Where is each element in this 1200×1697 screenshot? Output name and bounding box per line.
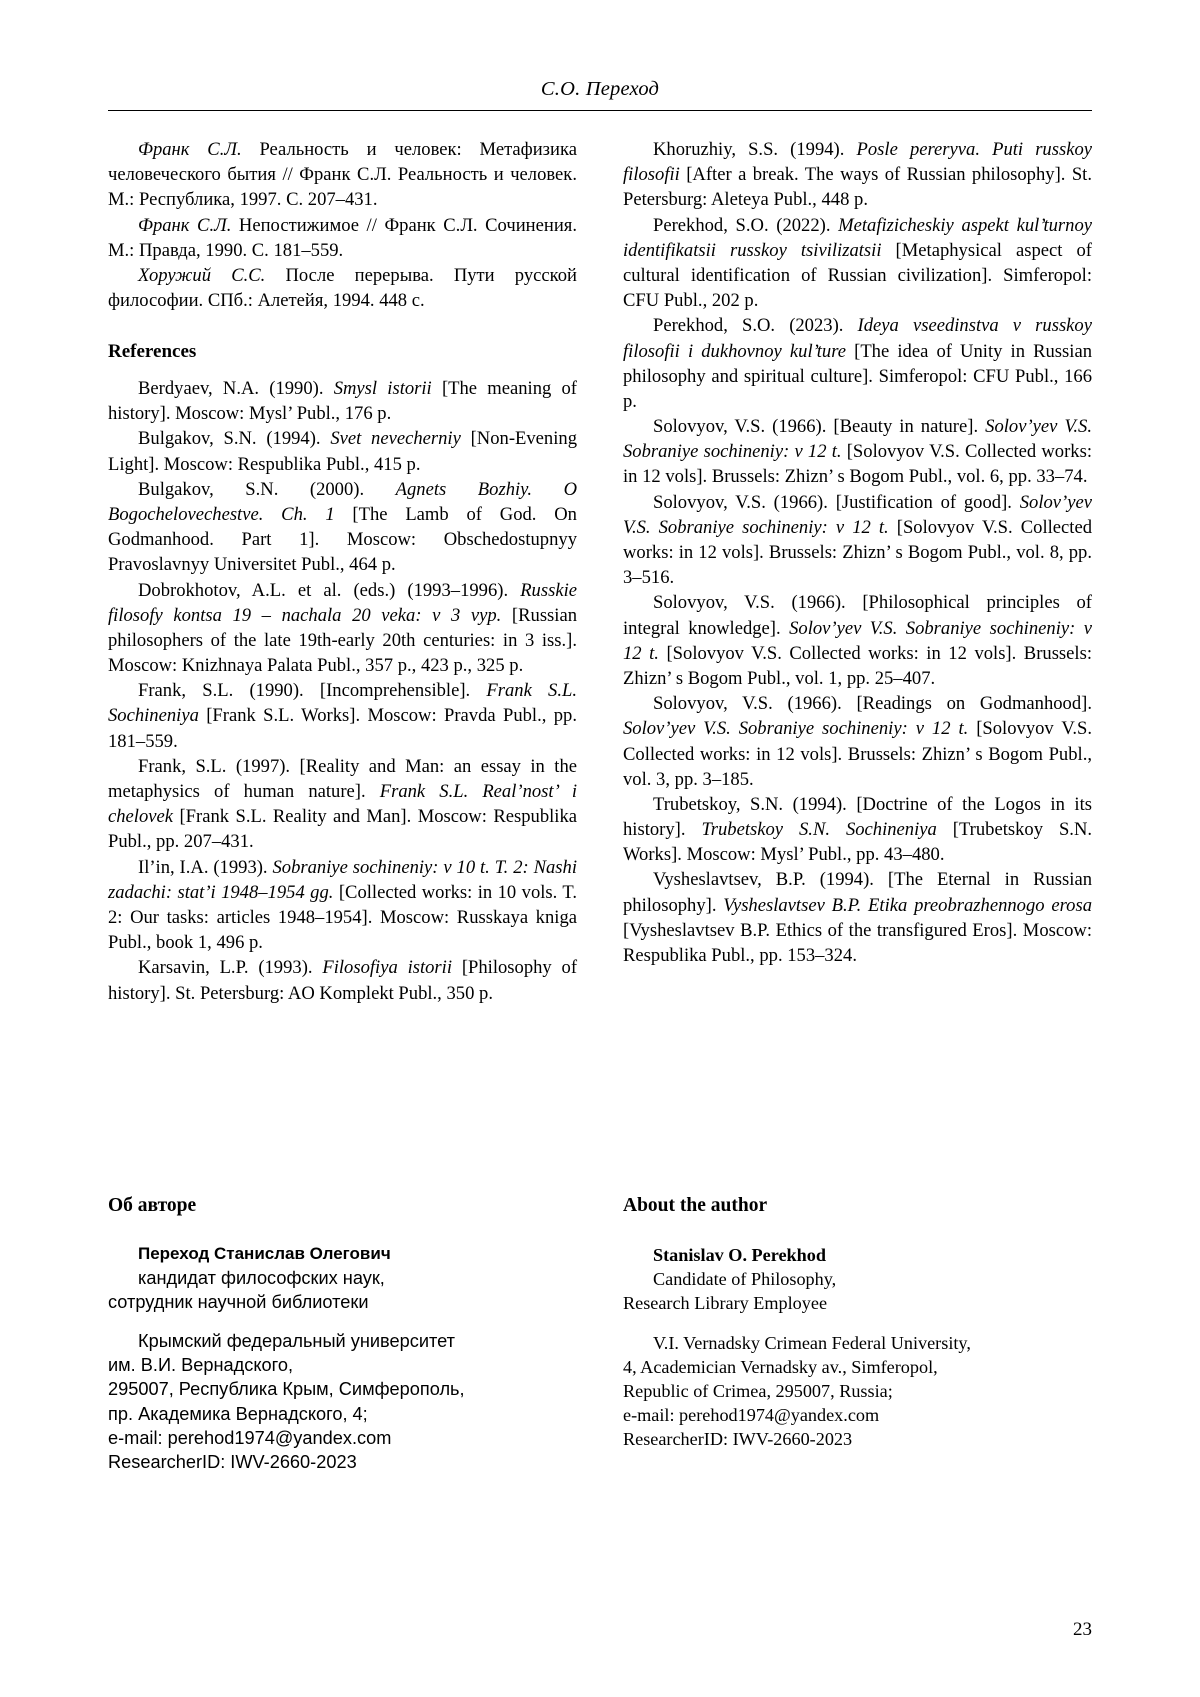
author-affiliation-ru: Крымский федеральный университет им. В.И. Вернадского, 295007, Республика Крым, Симферополь, пр. Академика Вернадского, 4; e-mail: perehod1974@yandex.com ResearcherID: IWV-2660-2023 — [108, 1331, 465, 1473]
header-rule — [108, 110, 1092, 111]
author-information — [108, 1195, 1092, 1474]
bibliography-entry: Франк С.Л. Непостижимое // Франк С.Л. Сочинения. М.: Правда, 1990. С. 181–559. — [108, 214, 577, 261]
author-position-en: Candidate of Philosophy, Research Library Employee — [623, 1269, 837, 1314]
author-name-en: Stanislav O. Perekhod — [653, 1245, 826, 1265]
references-list-right — [623, 137, 1092, 968]
running-head: С.О. Переход — [540, 78, 660, 100]
russian-references-list — [108, 137, 577, 313]
reference-entry: Solovyov, V.S. (1966). [Beauty in nature]. Solov’yev V.S. Sobraniye sochineniy: v 12 t. [Solovyov V.S. Collected works: in 12 vols]. Brussels: Zhizn’ s Bogom Publ., vol. 6, pp. 33–74. — [623, 416, 1092, 488]
page-number: 23 — [1073, 1619, 1092, 1640]
author-affiliation-en: V.I. Vernadsky Crimean Federal University, 4, Academician Vernadsky av., Simferopol, Republic of Crimea, 295007, Russia; e-mail: perehod1974@yandex.com ResearcherID: IWV-2660-2023 — [623, 1332, 971, 1450]
references-list-left — [108, 376, 577, 1006]
reference-entry: Berdyaev, N.A. (1990). Smysl istorii [The meaning of history]. Moscow: Mysl’ Publ., 176 p. — [108, 378, 577, 425]
right-column — [623, 137, 1092, 968]
author-block-ru — [108, 1195, 577, 1474]
reference-entry: Khoruzhiy, S.S. (1994). Posle pereryva. Puti russkoy filosofii [After a break. The ways of Russian philosophy]. St. Petersburg: Aleteya Publ., 448 p. — [623, 139, 1092, 211]
reference-entry: Trubetskoy, S.N. (1994). [Doctrine of the Logos in its history]. Trubetskoy S.N. Sochineniya [Trubetskoy S.N. Works]. Moscow: Mysl’ Publ., pp. 43–480. — [623, 793, 1093, 866]
reference-entry: Bulgakov, S.N. (2000). Agnets Bozhiy. O Bogochelovechestve. Ch. 1 [The Lamb of God. On Godmanhood. Part 1]. Moscow: Obschedostupnyy Pravoslavnyy Universitet Publ., 464 p. — [108, 478, 577, 576]
author-name-ru: Переход Станислав Олегович — [138, 1244, 391, 1263]
two-column-body — [108, 137, 1092, 1006]
reference-entry: Perekhod, S.O. (2022). Metafizicheskiy aspekt kul’turnoy identifikatsii russkoy tsivilizatsii [Metaphysical aspect of cultural identification of Russian civilization]. Simferopol: CFU Publ., 202 p. — [623, 214, 1092, 312]
about-author-heading-en: About the author — [623, 1195, 768, 1216]
bibliography-entry: Франк С.Л. Реальность и человек: Метафизика человеческого бытия // Франк С.Л. Реальность и человек. М.: Республика, 1997. С. 207–431. — [108, 139, 577, 211]
reference-entry: Il’in, I.A. (1993). Sobraniye sochineniy: v 10 t. T. 2: Nashi zadachi: stat’i 1948–1954 gg. [Collected works: in 10 vols. T. 2: Our tasks: articles 1948–1954]. Moscow: Russkaya kniga Publ., book 1, 496 p. — [108, 856, 577, 954]
reference-entry: Dobrokhotov, A.L. et al. (eds.) (1993–1996). Russkie filosofy kontsa 19 – nachala 20 veka: v 3 vyp. [Russian philosophers of the late 19th-early 20th centuries: in 3 iss.]. Moscow: Knizhnaya Palata Publ., 357 p., 423 p., 325 p. — [108, 579, 578, 677]
reference-entry: Perekhod, S.O. (2023). Ideya vseedinstva v russkoy filosofii i dukhovnoy kul’ture [The idea of Unity in Russian philosophy and spiritual culture]. Simferopol: CFU Publ., 166 p. — [623, 315, 1092, 412]
author-position-ru: кандидат философских наук, сотрудник научной библиотеки — [108, 1267, 385, 1312]
reference-entry: Bulgakov, S.N. (1994). Svet nevecherniy [Non-Evening Light]. Moscow: Respublika Publ., 415 p. — [108, 428, 577, 475]
reference-entry: Frank, S.L. (1990). [Incomprehensible]. Frank S.L. Sochineniya [Frank S.L. Works]. Moscow: Pravda Publ., pp. 181–559. — [108, 680, 577, 752]
reference-entry: Solovyov, V.S. (1966). [Readings on Godmanhood]. Solov’yev V.S. Sobraniye sochineniy: v 12 t. [Solovyov V.S. Collected works: in 12 vols]. Brussels: Zhizn’ s Bogom Publ., vol. 3, pp. 3–185. — [623, 693, 1092, 790]
references-heading: References — [108, 341, 197, 363]
about-author-heading-ru: Об авторе — [108, 1195, 197, 1216]
reference-entry: Vysheslavtsev, B.P. (1994). [The Eternal in Russian philosophy]. Vysheslavtsev B.P. Etika preobrazhennogo erosa [Vysheslavtsev B.P. Ethics of the transfigured Eros]. Moscow: Respublika Publ., pp. 153–324. — [623, 869, 1093, 966]
left-column — [108, 137, 577, 1006]
author-block-en — [623, 1195, 1092, 1474]
reference-entry: Solovyov, V.S. (1966). [Philosophical principles of integral knowledge]. Solov’yev V.S. Sobraniye sochineniy: v 12 t. [Solovyov V.S. Collected works: in 12 vols]. Brussels: Zhizn’ s Bogom Publ., vol. 1, pp. 25–407. — [623, 592, 1092, 689]
reference-entry: Karsavin, L.P. (1993). Filosofiya istorii [Philosophy of history]. St. Petersburg: AO Komplekt Publ., 350 p. — [108, 957, 578, 1004]
reference-entry: Frank, S.L. (1997). [Reality and Man: an essay in the metaphysics of human nature]. Frank S.L. Real’nost’ i chelovek [Frank S.L. Reality and Man]. Moscow: Respublika Publ., pp. 207–431. — [108, 755, 577, 853]
bibliography-entry: Хоружий С.С. После перерыва. Пути русской философии. СПб.: Алетейя, 1994. 448 с. — [108, 264, 577, 312]
reference-entry: Solovyov, V.S. (1966). [Justification of good]. Solov’yev V.S. Sobraniye sochineniy: v 12 t. [Solovyov V.S. Collected works: in 12 vols]. Brussels: Zhizn’ s Bogom Publ., vol. 8, pp. 3–516. — [623, 491, 1092, 589]
